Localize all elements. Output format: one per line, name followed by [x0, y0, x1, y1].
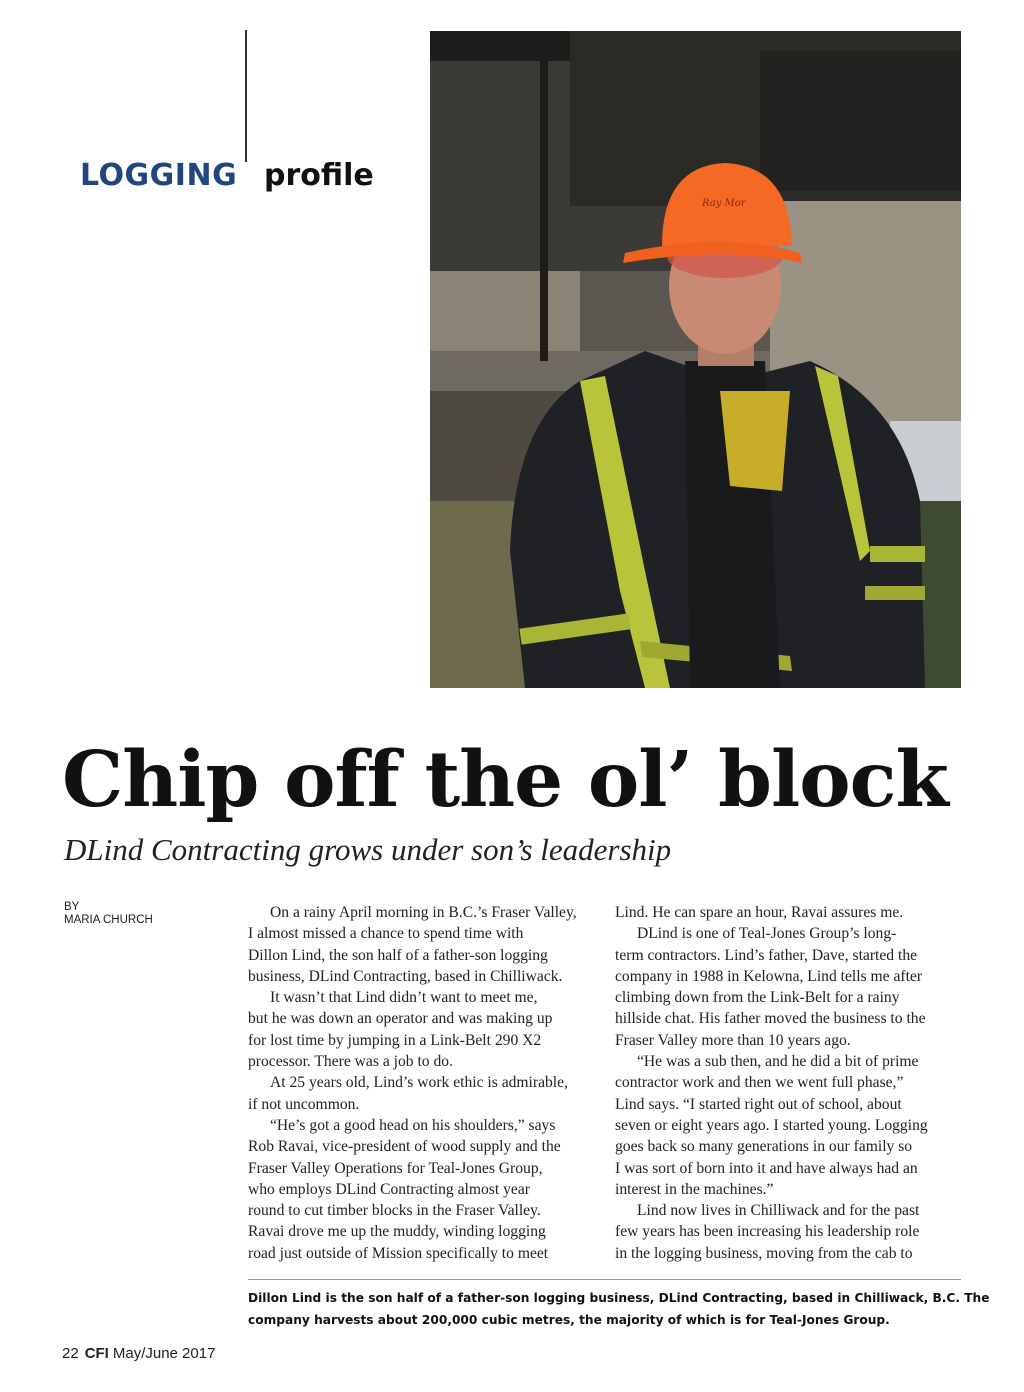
body-line: climbing down from the Link-Belt for a rainy — [615, 989, 900, 1007]
body-line: contractor work and then we went full phase,” — [615, 1074, 904, 1092]
body-line: if not uncommon. — [248, 1095, 360, 1113]
headline: Chip off the ol’ block — [62, 735, 948, 825]
body-line: interest in the machines.” — [615, 1180, 774, 1198]
body-line: few years has been increasing his leadership role — [615, 1223, 920, 1241]
subheadline: DLind Contracting grows under son’s leadership — [64, 832, 672, 867]
byline-author: MARIA CHURCH — [64, 914, 153, 926]
hard-hat-label: Ray Mor — [702, 198, 746, 209]
section-header — [80, 30, 400, 193]
caption-line: company harvests about 200,000 cubic metres, the majority of which is for Teal-Jones Group. — [248, 1313, 890, 1327]
body-line: Ravai drove me up the muddy, winding logging — [248, 1223, 546, 1241]
body-line: hillside chat. His father moved the business to the — [615, 1010, 926, 1028]
page-number: 22 — [62, 1345, 79, 1362]
body-line: It wasn’t that Lind didn’t want to meet me, — [270, 989, 538, 1007]
body-line: I was sort of born into it and have always had an — [615, 1159, 918, 1177]
body-line: “He’s got a good head on his shoulders,” says — [270, 1116, 556, 1134]
body-line: “He was a sub then, and he did a bit of prime — [637, 1053, 919, 1071]
section-category: LOGGING — [80, 158, 238, 193]
body-line: business, DLind Contracting, based in Chilliwack. — [248, 967, 563, 985]
body-line: Lind says. “I started right out of school, about — [615, 1095, 902, 1113]
body-column-2 — [615, 902, 961, 1264]
caption-divider — [248, 1279, 961, 1280]
feature-photo — [430, 31, 961, 688]
section-type: profile — [264, 158, 374, 193]
body-line: Fraser Valley more than 10 years ago. — [615, 1031, 851, 1049]
body-line: for lost time by jumping in a Link-Belt 290 X2 — [248, 1031, 542, 1049]
body-line: Lind. He can spare an hour, Ravai assures me. — [615, 904, 904, 921]
body-line: road just outside of Mission specifically to meet — [248, 1244, 549, 1262]
byline — [64, 901, 153, 927]
issue-date: May/June 2017 — [112, 1345, 216, 1362]
body-line: DLind is one of Teal-Jones Group’s long- — [637, 925, 897, 943]
body-line: but he was down an operator and was making up — [248, 1010, 553, 1028]
body-line: Lind now lives in Chilliwack and for the past — [637, 1202, 920, 1220]
body-line: Fraser Valley Operations for Teal-Jones Group, — [248, 1159, 543, 1177]
body-line: Rob Ravai, vice-president of wood supply and the — [248, 1138, 561, 1156]
body-line: At 25 years old, Lind’s work ethic is admirable, — [270, 1074, 568, 1092]
body-line: round to cut timber blocks in the Fraser Valley. — [248, 1202, 541, 1220]
body-line: Dillon Lind, the son half of a father-son logging — [248, 946, 548, 964]
magazine-name: CFI — [84, 1345, 109, 1362]
body-line: in the logging business, moving from the cab to — [615, 1244, 913, 1262]
body-line: I almost missed a chance to spend time with — [248, 925, 524, 943]
body-line: On a rainy April morning in B.C.’s Fraser Valley, — [270, 904, 577, 921]
body-line: who employs DLind Contracting almost year — [248, 1180, 530, 1198]
body-line: company in 1988 in Kelowna, Lind tells me after — [615, 967, 923, 985]
page-footer — [62, 1345, 215, 1362]
photo-caption — [248, 1287, 990, 1331]
section-divider — [245, 30, 247, 162]
body-line: processor. There was a job to do. — [248, 1053, 453, 1071]
caption-line: Dillon Lind is the son half of a father-son logging business, DLind Contracting, based in Chilliwack, B.C. The — [248, 1291, 990, 1305]
body-line: seven or eight years ago. I started young. Logging — [615, 1116, 928, 1134]
byline-prefix: BY — [64, 901, 80, 913]
body-line: goes back so many generations in our family so — [615, 1138, 913, 1156]
body-column-1 — [248, 902, 594, 1264]
body-line: term contractors. Lind’s father, Dave, started the — [615, 946, 918, 964]
